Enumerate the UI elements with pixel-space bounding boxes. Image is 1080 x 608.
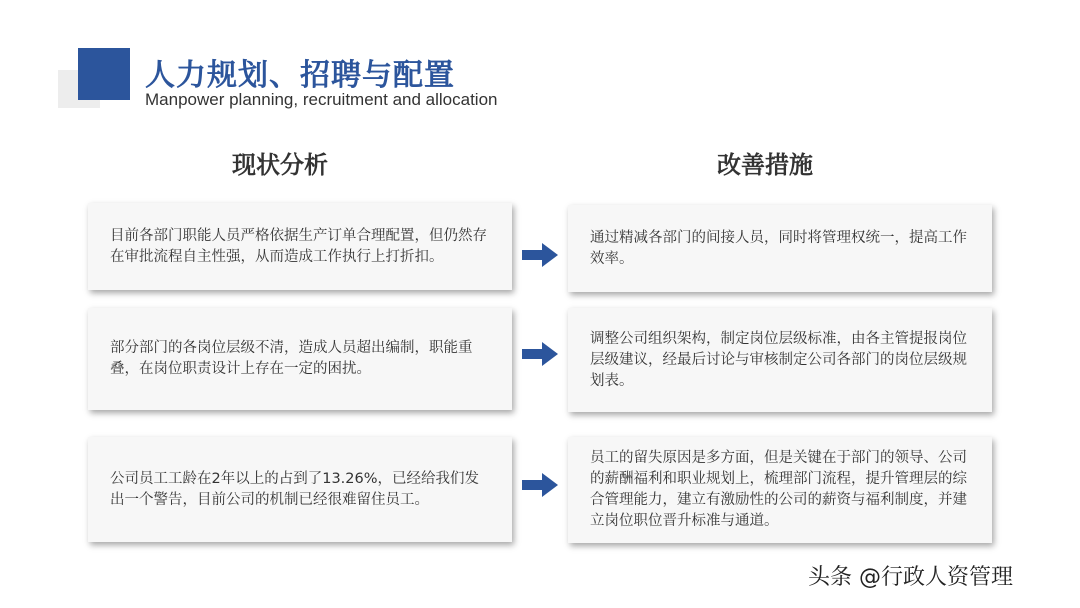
measure-box-2: 调整公司组织架构，制定岗位层级标准，由各主管提报岗位层级建议，经最后讨论与审核制定公司各部门的岗位层级规划表。	[568, 308, 992, 412]
analysis-box-1: 目前各部门职能人员严格依据生产订单合理配置，但仍然存在审批流程自主性强，从而造成工作执行上打折扣。	[88, 203, 512, 290]
measure-box-1: 通过精减各部门的间接人员，同时将管理权统一，提高工作效率。	[568, 205, 992, 292]
page-subtitle: Manpower planning, recruitment and allocation	[145, 90, 498, 109]
analysis-box-2: 部分部门的各岗位层级不清，造成人员超出编制，职能重叠，在岗位职责设计上存在一定的困扰。	[88, 308, 512, 410]
analysis-heading: 现状分析	[232, 151, 328, 179]
page-title: 人力规划、招聘与配置	[145, 58, 455, 93]
measures-heading: 改善措施	[717, 151, 813, 179]
arrow-right-icon	[522, 473, 558, 497]
logo-blue-square	[78, 48, 130, 100]
arrow-right-icon	[522, 243, 558, 267]
watermark: 头条 @行政人资管理	[808, 565, 1013, 590]
arrow-right-icon	[522, 342, 558, 366]
measure-box-3: 员工的留失原因是多方面，但是关键在于部门的领导、公司的薪酬福利和职业规划上，梳理部门流程，提升管理层的综合管理能力，建立有激励性的公司的薪资与福利制度，并建立岗位职位晋升标准与通道。	[568, 437, 992, 543]
analysis-box-3: 公司员工工龄在2年以上的占到了13.26%，已经给我们发出一个警告，目前公司的机制已经很难留住员工。	[88, 437, 512, 542]
